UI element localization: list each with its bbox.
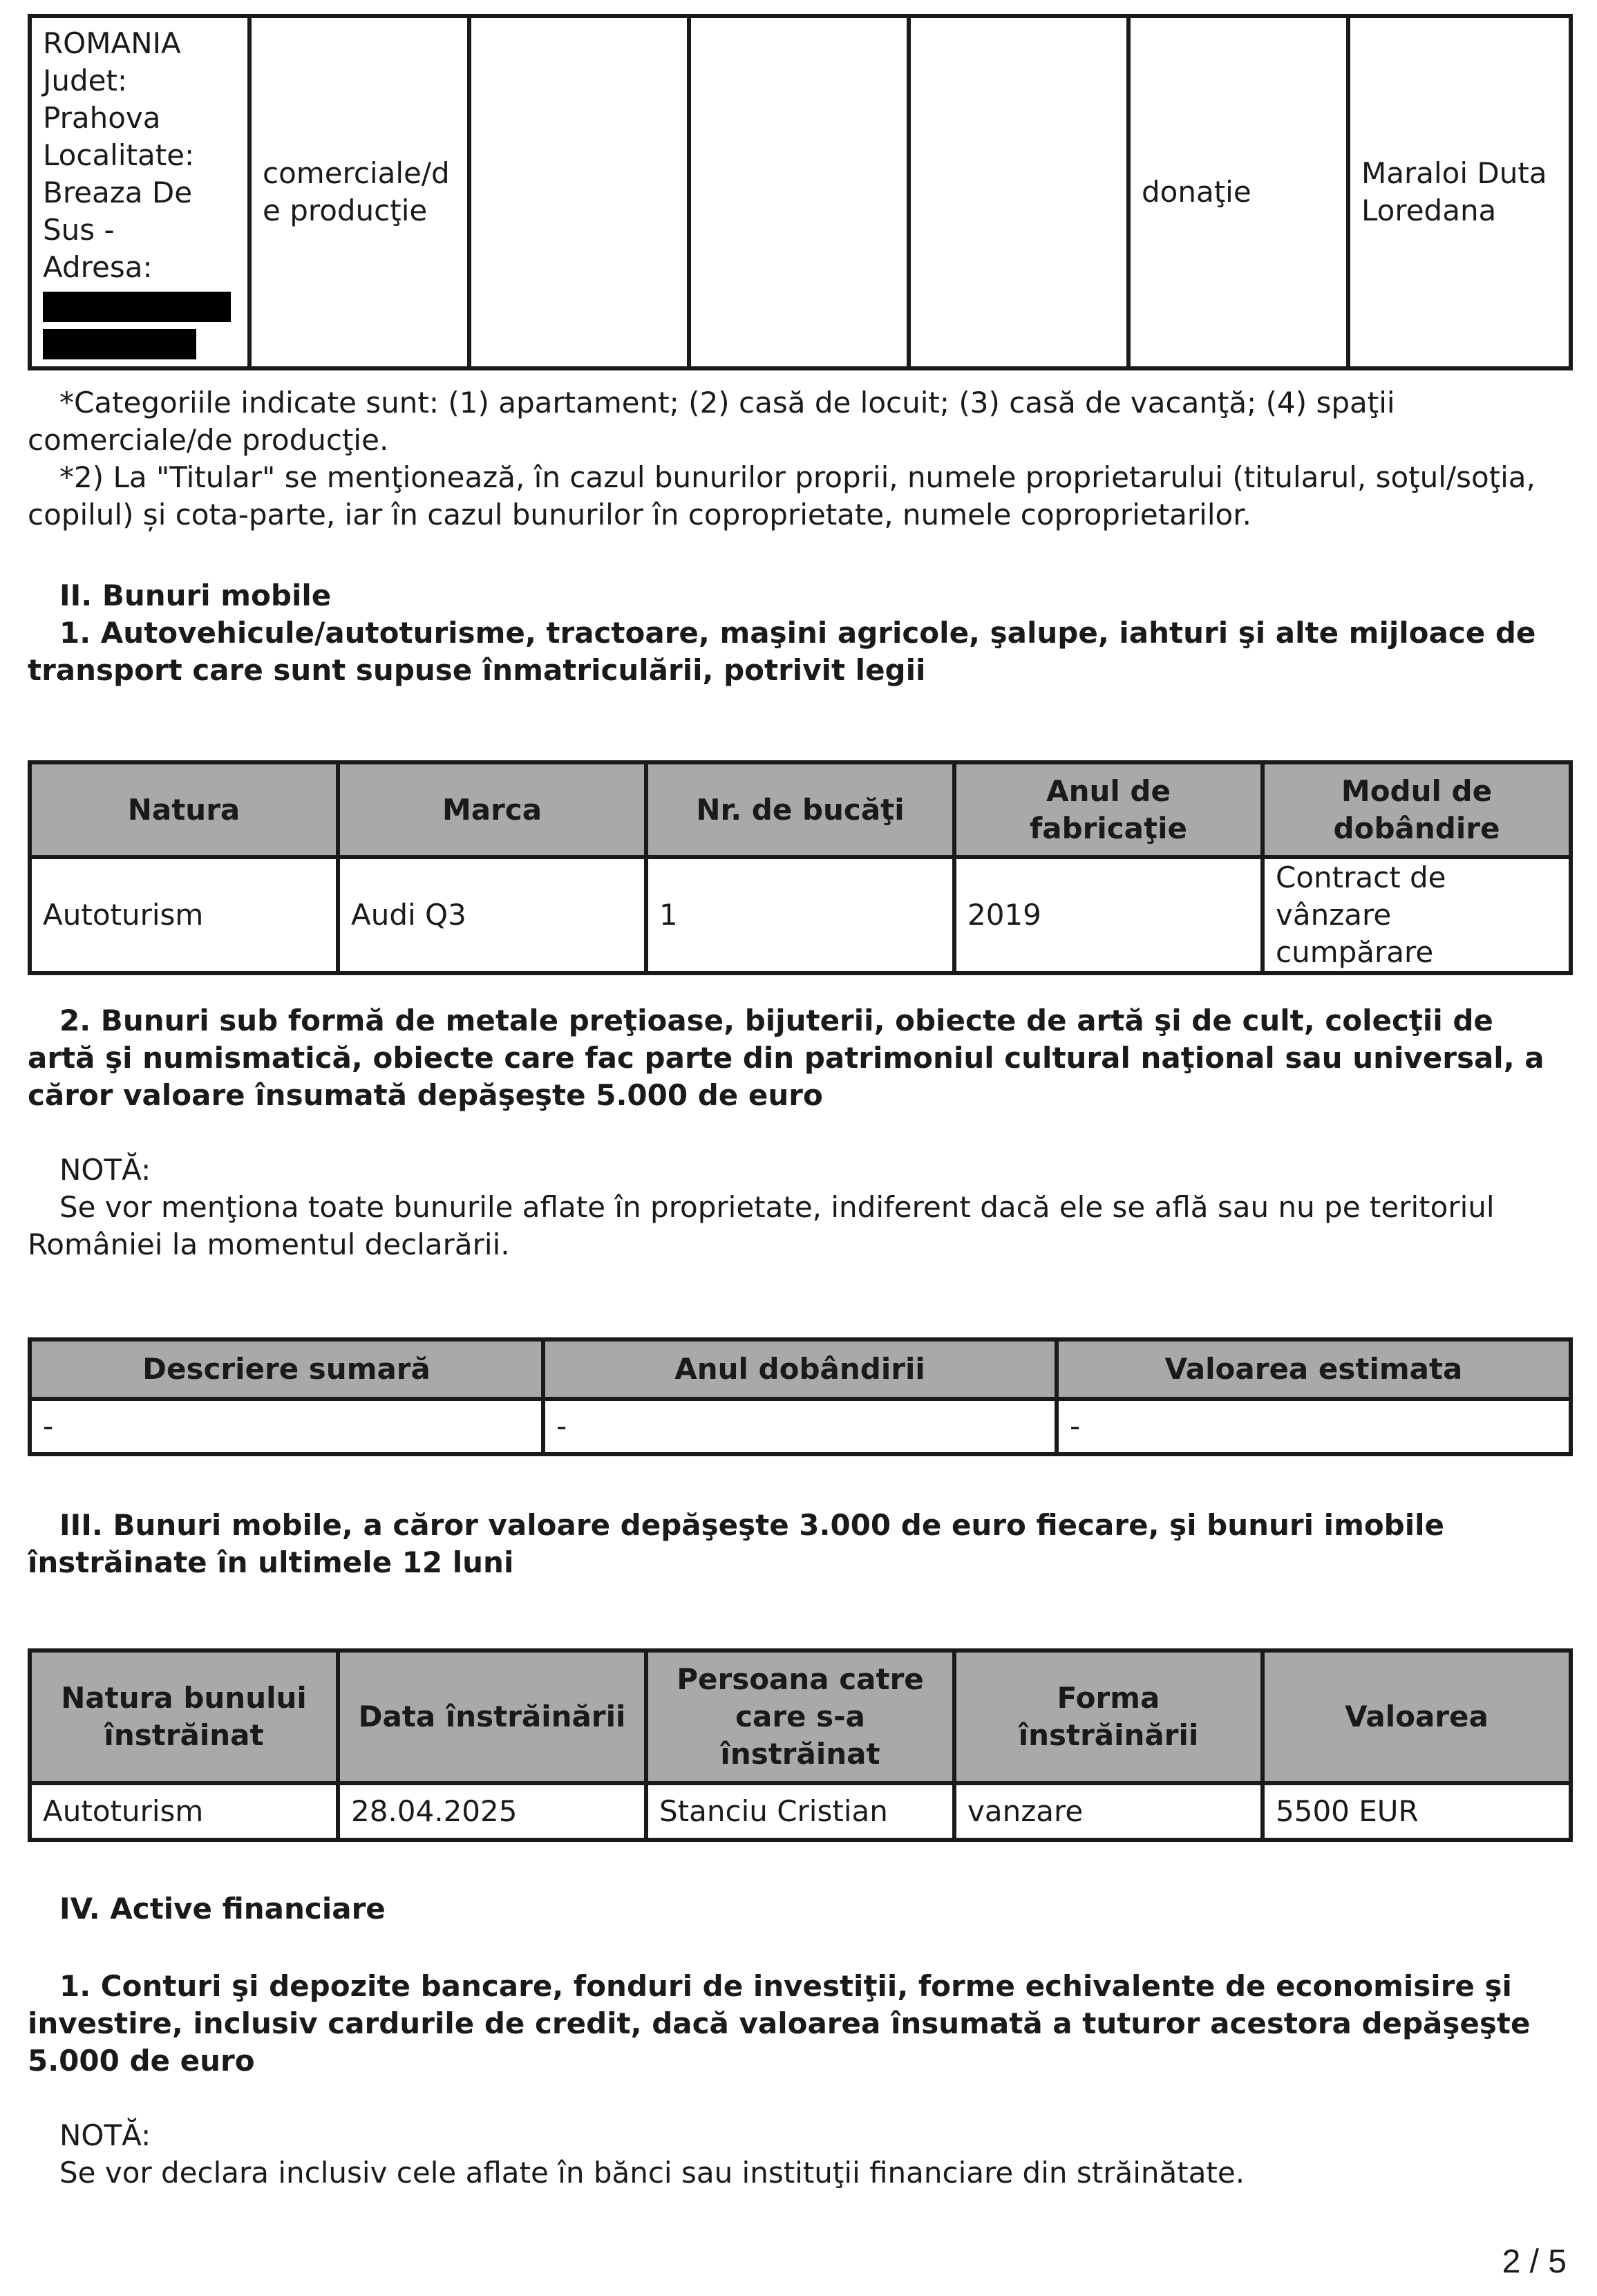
section-heading-bunuri-mobile: II. Bunuri mobile 1. Autovehicule/autoturisme, tractoare, maşini agricole, şalupe, iahturi şi alte mijloace de transport care sunt supuse înmatriculării, potrivit legii	[28, 577, 1569, 689]
column-header: Valoarea	[1263, 1650, 1571, 1783]
subsection-vehicles-heading: 1. Autovehicule/autoturisme, tractoare, maşini agricole, şalupe, iahturi şi alte mijloace de transport care sunt supuse înmatriculării, potrivit legii	[28, 616, 1536, 687]
empty-cell	[909, 16, 1128, 368]
column-header: Valoarea estimata	[1057, 1339, 1571, 1399]
location-line: Breaza De	[43, 176, 193, 209]
acquisition-mode-cell: donaţie	[1128, 16, 1348, 368]
table-cell: 2019	[954, 857, 1263, 973]
column-header: Natura	[30, 762, 338, 857]
table-cell: vanzare	[954, 1783, 1263, 1840]
column-header: Modul de dobândire	[1263, 762, 1571, 857]
table-cell: Autoturism	[30, 857, 338, 973]
redaction-bar	[43, 329, 196, 359]
empty-cell	[689, 16, 909, 368]
notes	[28, 384, 1569, 534]
nota-text: Se vor menţiona toate bunurile aflate în proprietate, indiferent dacă ele se află sau nu pe teritoriul României la momentul declarării.	[28, 1190, 1495, 1261]
table-cell: -	[30, 1399, 543, 1454]
table-row	[30, 857, 1571, 973]
redaction-bar	[43, 292, 231, 322]
table-cell: -	[1057, 1399, 1571, 1454]
column-header: Marca	[338, 762, 646, 857]
table-row	[30, 16, 1571, 368]
category-cell: comerciale/de producţie	[249, 16, 469, 368]
location-line: Judet:	[43, 64, 128, 97]
nota-label: NOTĂ:	[59, 1153, 151, 1187]
table-header-row	[30, 762, 1571, 857]
valuables-block	[28, 1002, 1569, 1263]
nota-label: NOTĂ:	[59, 2118, 151, 2152]
empty-cell	[469, 16, 689, 368]
table-cell: Stanciu Cristian	[646, 1783, 954, 1840]
subsection-valuables-heading: 2. Bunuri sub formă de metale preţioase, bijuterii, obiecte de artă şi de cult, colecţii de artă şi numismatică, obiecte care fac parte din patrimoniul cultural naţional sau universal, a căror valoare însumată depăşeşte 5.000 de euro	[28, 1004, 1544, 1112]
valuables-table	[28, 1337, 1573, 1456]
category-note: *Categoriile indicate sunt: (1) apartament; (2) casă de locuit; (3) casă de vacanţă; (4) spaţii comerciale/de producţie.	[28, 386, 1395, 457]
table-cell: Autoturism	[30, 1783, 338, 1840]
table-cell: 5500 EUR	[1263, 1783, 1571, 1840]
column-header: Descriere sumară	[30, 1339, 543, 1399]
alienated-goods-table	[28, 1648, 1573, 1842]
table-row	[30, 1783, 1571, 1840]
table-header-row	[30, 1339, 1571, 1399]
section-heading-financial-assets: IV. Active financiare	[59, 1892, 386, 1926]
location-line: Localitate:	[43, 138, 195, 172]
location-line: Adresa:	[43, 250, 153, 284]
table-cell: 1	[646, 857, 954, 973]
subsection-accounts-heading: 1. Conturi şi depozite bancare, fonduri de investiţii, forme echivalente de economisire şi investire, inclusiv cardurile de credit, dacă valoarea însumată a tuturor acestora depăşeşte 5.000 de euro	[28, 1969, 1531, 2078]
financial-assets-block	[28, 1890, 1569, 2192]
column-header: Natura bunului înstrăinat	[30, 1650, 338, 1783]
owner-cell: Maraloi Duta Loredana	[1348, 16, 1571, 368]
titular-note: *2) La "Titular" se menţionează, în cazul bunurilor proprii, numele proprietarului (titularul, soţul/soţia, copilul) și cota-parte, iar în cazul bunurilor în coproprietate, numele coproprietarilor.	[28, 460, 1535, 531]
column-header: Forma înstrăinării	[954, 1650, 1263, 1783]
column-header: Persoana catre care s-a înstrăinat	[646, 1650, 954, 1783]
table-cell: Contract de vânzare cumpărare	[1263, 857, 1571, 973]
column-header: Anul dobândirii	[543, 1339, 1057, 1399]
location-line: ROMANIA	[43, 26, 181, 60]
location-cell	[30, 16, 249, 368]
location-line: Sus -	[43, 213, 115, 247]
column-header: Nr. de bucăţi	[646, 762, 954, 857]
column-header: Anul de fabricaţie	[954, 762, 1263, 857]
real-estate-table	[28, 14, 1573, 370]
table-header-row	[30, 1650, 1571, 1783]
nota-text: Se vor declara inclusiv cele aflate în bănci sau instituţii financiare din străinătate.	[59, 2156, 1245, 2190]
section-heading-alienated: III. Bunuri mobile, a căror valoare depăşeşte 3.000 de euro fiecare, şi bunuri imobile înstrăinate în ultimele 12 luni	[28, 1508, 1445, 1579]
page-number: 2 / 5	[1502, 2243, 1567, 2280]
table-row	[30, 1399, 1571, 1454]
table-cell: 28.04.2025	[338, 1783, 646, 1840]
table-cell: Audi Q3	[338, 857, 646, 973]
location-line: Prahova	[43, 101, 161, 135]
table-cell: -	[543, 1399, 1057, 1454]
vehicles-table	[28, 760, 1573, 975]
column-header: Data înstrăinării	[338, 1650, 646, 1783]
